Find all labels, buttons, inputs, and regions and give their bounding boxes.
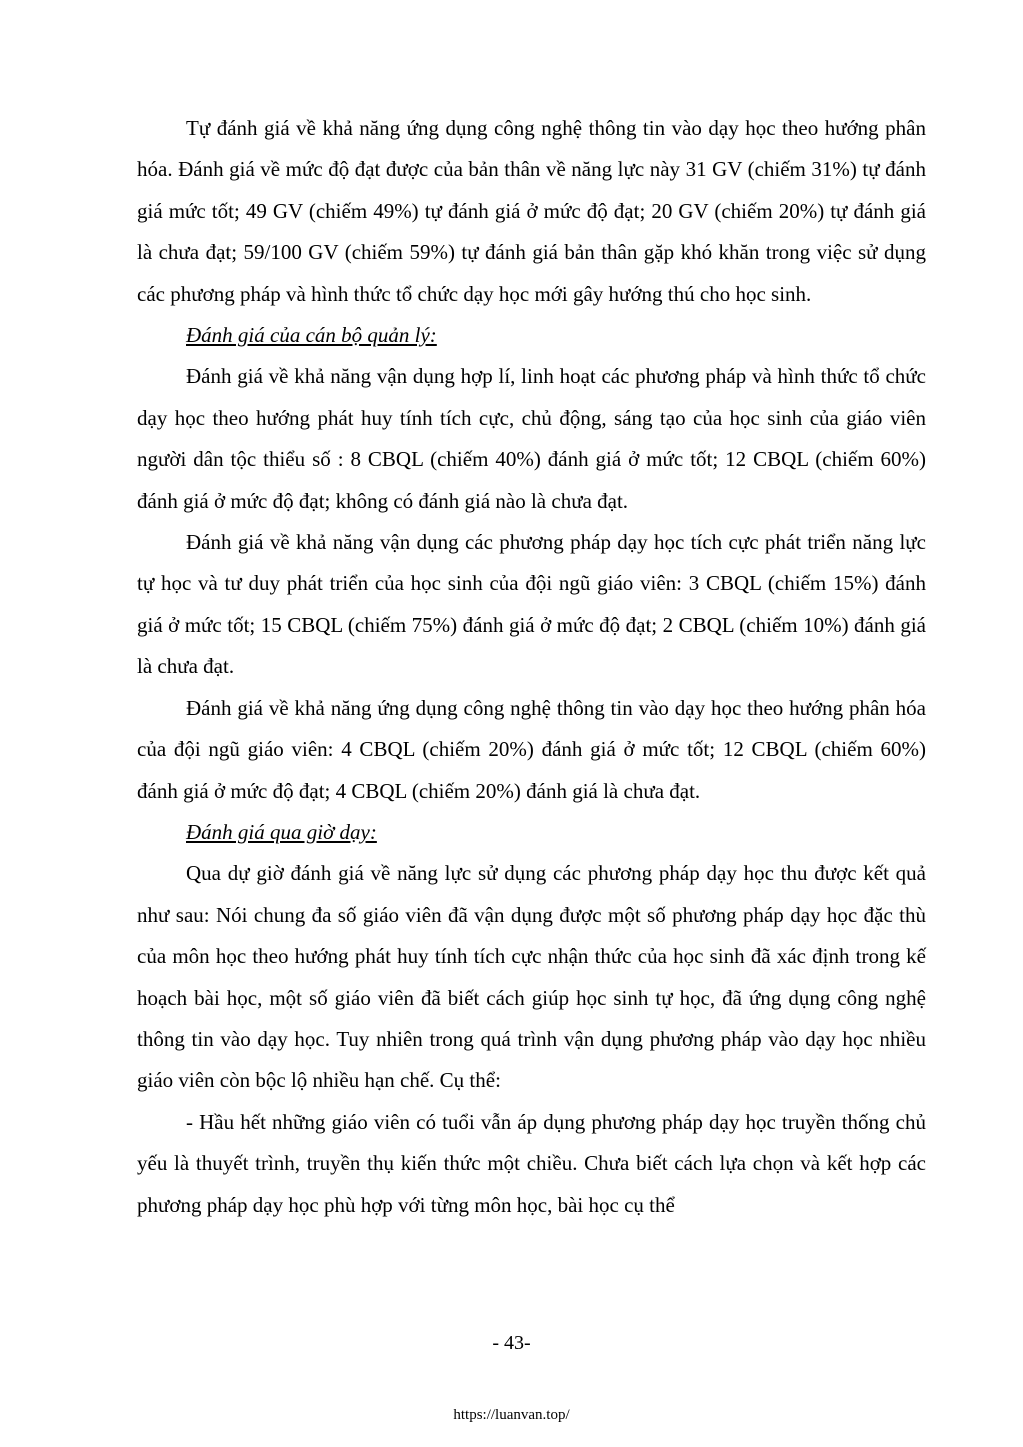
paragraph-limitations-bullet: - Hầu hết những giáo viên có tuổi vẫn áp dụng phương pháp dạy học truyền thống chủ yếu là thuyết trình, truyền thụ kiến thức một chiều. Chưa biết cách lựa chọn và kết hợp các phương pháp dạy học phù hợp với từng môn học, bài học cụ thể: [137, 1109, 926, 1217]
section-heading-lesson-observation: Đánh giá qua giờ dạy:: [186, 819, 377, 844]
paragraph-manager-active-methods: Đánh giá về khả năng vận dụng các phương pháp dạy học tích cực phát triển năng lực tự học và tư duy phát triển của học sinh của đội ngũ giáo viên: 3 CBQL (chiếm 15%) đánh giá ở mức tốt; 15 CBQL (chiếm 75%) đánh giá ở mức độ đạt; 2 CBQL (chiếm 10%) đánh giá là chưa đạt.: [137, 530, 926, 679]
paragraph-manager-it: Đánh giá về khả năng ứng dụng công nghệ thông tin vào dạy học theo hướng phân hóa của đội ngũ giáo viên: 4 CBQL (chiếm 20%) đánh giá ở mức tốt; 12 CBQL (chiếm 60%) đánh giá ở mức độ đạt; 4 CBQL (chiếm 20%) đánh giá là chưa đạt.: [137, 695, 926, 803]
paragraph-self-assessment-it: Tự đánh giá về khả năng ứng dụng công nghệ thông tin vào dạy học theo hướng phân hóa. Đánh giá về mức độ đạt được của bản thân về năng lực này 31 GV (chiếm 31%) tự đánh giá mức tốt; 49 GV (chiếm 49%) tự đánh giá ở mức độ đạt; 20 GV (chiếm 20%) tự đánh giá là chưa đạt; 59/100 GV (chiếm 59%) tự đánh giá bản thân gặp khó khăn trong việc sử dụng các phương pháp và hình thức tổ chức dạy học mới gây hướng thú cho học sinh.: [137, 116, 926, 306]
document-body: [137, 108, 926, 1226]
section-heading-manager-assessment: Đánh giá của cán bộ quản lý:: [186, 323, 437, 348]
footer-url[interactable]: https://luanvan.top/: [453, 1407, 570, 1423]
paragraph-manager-methods: Đánh giá về khả năng vận dụng hợp lí, linh hoạt các phương pháp và hình thức tổ chức dạy học theo hướng phát huy tính tích cực, chủ động, sáng tạo của học sinh của giáo viên người dân tộc thiểu số : 8 CBQL (chiếm 40%) đánh giá ở mức tốt; 12 CBQL (chiếm 60%) đánh giá ở mức độ đạt; không có đánh giá nào là chưa đạt.: [137, 364, 926, 513]
page-number: - 43-: [492, 1332, 531, 1354]
paragraph-observation-results: Qua dự giờ đánh giá về năng lực sử dụng các phương pháp dạy học thu được kết quả như sau: Nói chung đa số giáo viên đã vận dụng được một số phương pháp dạy học đặc thù của môn học theo hướng phát huy tính tích cực nhận thức của học sinh đã xác định trong kế hoạch bài học, một số giáo viên đã biết cách giúp học sinh tự học, đã ứng dụng công nghệ thông tin vào dạy học. Tuy nhiên trong quá trình vận dụng phương pháp vào dạy học nhiều giáo viên còn bộc lộ nhiều hạn chế. Cụ thể:: [137, 861, 926, 1093]
